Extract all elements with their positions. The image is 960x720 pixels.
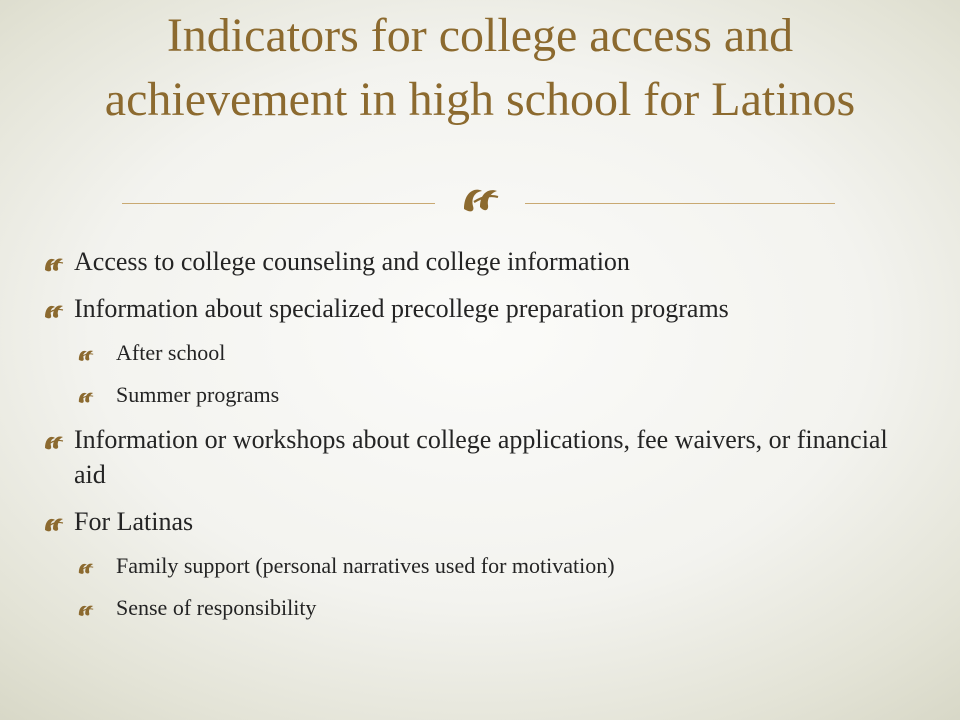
bullet-item bbox=[40, 504, 920, 539]
bullet-text: Information or workshops about college applications, fee waivers, or financial aid bbox=[74, 425, 888, 489]
bullet-text: Family support (personal narratives used for motivation) bbox=[116, 553, 615, 578]
flourish-ornament-icon bbox=[460, 183, 502, 215]
sub-bullet-item bbox=[40, 593, 920, 623]
flourish-bullet-icon bbox=[78, 380, 106, 410]
bullet-text: Access to college counseling and college information bbox=[74, 247, 630, 276]
title-divider-right bbox=[525, 203, 835, 204]
bullet-text: For Latinas bbox=[74, 507, 194, 536]
flourish-bullet-icon bbox=[78, 593, 106, 623]
flourish-bullet-icon bbox=[44, 291, 72, 326]
bullet-text: Information about specialized precollege preparation programs bbox=[74, 294, 729, 323]
bullet-text: After school bbox=[116, 340, 226, 365]
bullet-text: Summer programs bbox=[116, 382, 280, 407]
sub-bullet-item bbox=[40, 338, 920, 368]
flourish-bullet-icon bbox=[44, 422, 72, 457]
bullet-item bbox=[40, 291, 920, 326]
sub-bullet-item bbox=[40, 551, 920, 581]
flourish-bullet-icon bbox=[44, 244, 72, 279]
title-divider-left bbox=[122, 203, 435, 204]
bullet-list bbox=[40, 244, 920, 635]
slide-title: Indicators for college access and achievement in high school for Latinos bbox=[104, 9, 856, 126]
flourish-bullet-icon bbox=[44, 504, 72, 539]
bullet-item bbox=[40, 244, 920, 279]
flourish-bullet-icon bbox=[78, 338, 106, 368]
bullet-item bbox=[40, 422, 920, 492]
sub-bullet-item bbox=[40, 380, 920, 410]
bullet-text: Sense of responsibility bbox=[116, 595, 317, 620]
flourish-bullet-icon bbox=[78, 551, 106, 581]
